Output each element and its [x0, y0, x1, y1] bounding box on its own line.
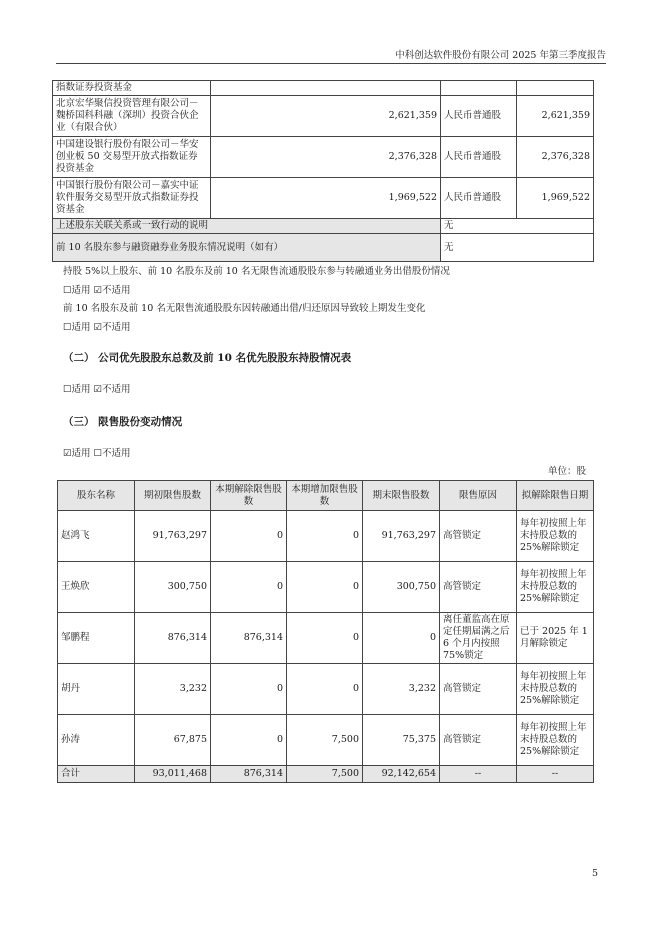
share-type: 人民币普通股: [441, 178, 517, 219]
column-header: 本期增加限售股数: [287, 481, 363, 511]
end-restricted: 0: [363, 613, 440, 664]
column-header: 拟解除限售日期: [517, 481, 594, 511]
table-row: [53, 137, 594, 178]
column-header: 本期解除限售股数: [211, 481, 287, 511]
release-date: 每年初按照上年末持股总数的 25%解除锁定: [517, 664, 594, 715]
added-restricted: 0: [287, 562, 363, 613]
shares-held: 2,376,328: [211, 137, 441, 178]
shareholder-name: 孙涛: [58, 715, 135, 766]
restriction-reason: 高管锁定: [440, 715, 517, 766]
report-header-title: 中科创达软件股份有限公司 2025 年第三季度报告: [395, 50, 606, 61]
shareholder-name: 北京宏华聚信投资管理有限公司－魏桥国科科融（深圳）投资合伙企业（有限合伙）: [53, 96, 211, 137]
share-count: 2,376,328: [517, 137, 594, 178]
share-count: 1,969,522: [517, 178, 594, 219]
share-count: [517, 81, 594, 96]
shares-held: [211, 81, 441, 96]
released-restricted: 0: [211, 562, 287, 613]
added-restricted: 0: [287, 664, 363, 715]
begin-restricted: 876,314: [135, 613, 211, 664]
shareholder-name: 指数证券投资基金: [53, 81, 211, 96]
shareholder-name: 胡丹: [58, 664, 135, 715]
restriction-reason: 高管锁定: [440, 664, 517, 715]
released-restricted: 0: [211, 715, 287, 766]
table-row: [53, 234, 594, 262]
applicability-checkbox: ☐适用 ☑不适用: [63, 285, 131, 296]
column-header: 期初限售股数: [135, 481, 211, 511]
total-label: 合计: [58, 766, 135, 783]
begin-restricted: 3,232: [135, 664, 211, 715]
total-reason: --: [440, 766, 517, 783]
total-released: 876,314: [211, 766, 287, 783]
end-restricted: 91,763,297: [363, 511, 440, 562]
applicability-checkbox: ☑适用 ☐不适用: [63, 448, 131, 459]
table-row: [53, 219, 594, 234]
related-party-value: 无: [441, 219, 594, 234]
section-title-restricted-shares: （三） 限售股份变动情况: [63, 416, 183, 428]
total-begin: 93,011,468: [135, 766, 211, 783]
begin-restricted: 91,763,297: [135, 511, 211, 562]
restriction-reason: 离任董监高在原定任期届满之后 6 个月内按照 75%锁定: [440, 613, 517, 664]
table-row: [58, 715, 594, 766]
restriction-reason: 高管锁定: [440, 562, 517, 613]
unit-label: 单位：股: [547, 466, 586, 477]
begin-restricted: 67,875: [135, 715, 211, 766]
column-header: 限售原因: [440, 481, 517, 511]
end-restricted: 300,750: [363, 562, 440, 613]
released-restricted: 876,314: [211, 613, 287, 664]
table-row: [58, 613, 594, 664]
added-restricted: 0: [287, 613, 363, 664]
release-date: 已于 2025 年 1 月解除锁定: [517, 613, 594, 664]
total-row: [58, 766, 594, 783]
table-row: [53, 96, 594, 137]
column-header: 期末限售股数: [363, 481, 440, 511]
table-row: [58, 562, 594, 613]
table-row: [58, 664, 594, 715]
shares-held: 2,621,359: [211, 96, 441, 137]
related-party-label: 上述股东关联关系或一致行动的说明: [53, 219, 441, 234]
restriction-reason: 高管锁定: [440, 511, 517, 562]
margin-trading-label: 前 10 名股东参与融资融券业务股东情况说明（如有）: [53, 234, 441, 262]
lending-disclosure-text: 持股 5%以上股东、前 10 名股东及前 10 名无限售流通股股东参与转融通业务出借股份情况: [63, 266, 450, 277]
total-added: 7,500: [287, 766, 363, 783]
header-divider: [56, 63, 606, 64]
top-shareholders-table: [52, 80, 594, 262]
released-restricted: 0: [211, 664, 287, 715]
shareholder-name: 中国建设银行股份有限公司－华安创业板 50 交易型开放式指数证券投资基金: [53, 137, 211, 178]
table-header-row: [58, 481, 594, 511]
section-title-preferred-shares: （二） 公司优先股股东总数及前 10 名优先股股东持股情况表: [63, 352, 352, 364]
share-count: 2,621,359: [517, 96, 594, 137]
share-type: 人民币普通股: [441, 137, 517, 178]
release-date: 每年初按照上年末持股总数的 25%解除锁定: [517, 511, 594, 562]
shareholder-name: 中国银行股份有限公司－嘉实中证软件服务交易型开放式指数证券投资基金: [53, 178, 211, 219]
end-restricted: 75,375: [363, 715, 440, 766]
shareholder-name: 王焕欣: [58, 562, 135, 613]
released-restricted: 0: [211, 511, 287, 562]
share-type: [441, 81, 517, 96]
column-header: 股东名称: [58, 481, 135, 511]
release-date: 每年初按照上年末持股总数的 25%解除锁定: [517, 562, 594, 613]
added-restricted: 0: [287, 511, 363, 562]
applicability-checkbox: ☐适用 ☑不适用: [63, 384, 131, 395]
shareholder-name: 邹鹏程: [58, 613, 135, 664]
margin-trading-value: 无: [441, 234, 594, 262]
begin-restricted: 300,750: [135, 562, 211, 613]
table-row: [58, 511, 594, 562]
total-date: --: [517, 766, 594, 783]
total-end: 92,142,654: [363, 766, 440, 783]
added-restricted: 7,500: [287, 715, 363, 766]
applicability-checkbox: ☐适用 ☑不适用: [63, 322, 131, 333]
page-number: 5: [591, 868, 598, 879]
share-type: 人民币普通股: [441, 96, 517, 137]
table-row: [53, 178, 594, 219]
lending-change-text: 前 10 名股东及前 10 名无限售流通股股东因转融通出借/归还原因导致较上期发生变化: [63, 303, 426, 314]
restricted-shares-table: [57, 480, 594, 783]
end-restricted: 3,232: [363, 664, 440, 715]
shareholder-name: 赵鸿飞: [58, 511, 135, 562]
shares-held: 1,969,522: [211, 178, 441, 219]
table-row: [53, 81, 594, 96]
release-date: 每年初按照上年末持股总数的 25%解除锁定: [517, 715, 594, 766]
